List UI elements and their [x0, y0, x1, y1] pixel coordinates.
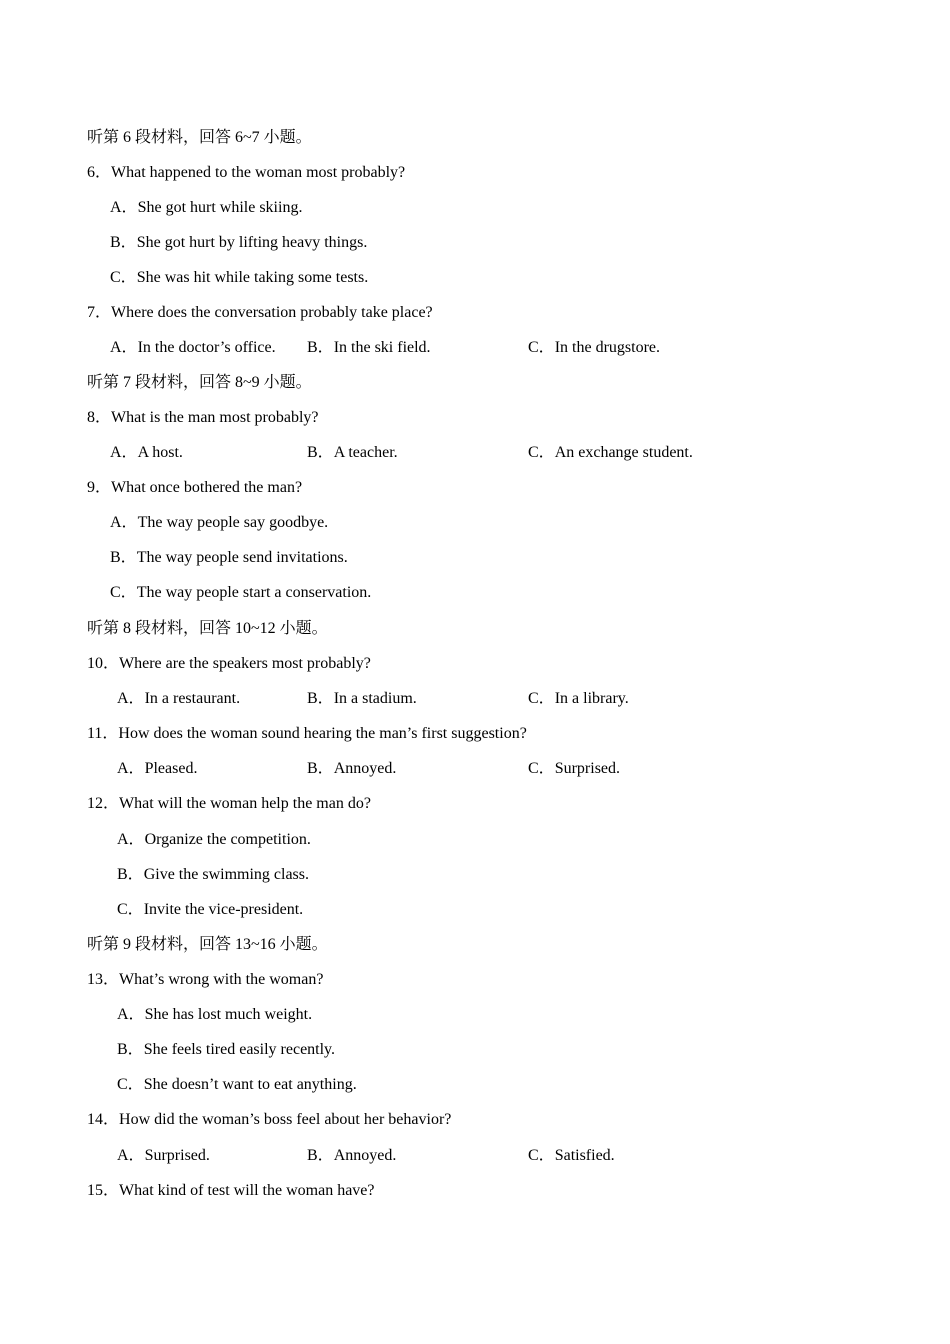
option-a: A．In the doctor’s office.: [110, 339, 276, 356]
option-c: C．In a library.: [528, 690, 629, 707]
option-b: B．She got hurt by lifting heavy things.: [110, 234, 368, 251]
question-text: What happened to the woman most probably?: [111, 164, 406, 181]
question-10: [87, 654, 371, 674]
option-c: C．Surprised.: [528, 760, 621, 777]
option-c: C．Satisfied.: [528, 1147, 615, 1164]
option-b: B．In the ski field.: [307, 339, 431, 356]
option-a: A．Organize the competition.: [117, 831, 311, 848]
question-number: 7．: [87, 304, 112, 321]
option-a: A．She got hurt while skiing.: [110, 199, 303, 216]
question-number: 8．: [87, 409, 112, 426]
option-a: A．The way people say goodbye.: [110, 514, 329, 531]
question-8: [87, 408, 319, 428]
question-text: What’s wrong with the woman?: [119, 971, 324, 988]
question-text: What kind of test will the woman have?: [119, 1182, 375, 1199]
question-text: What once bothered the man?: [111, 479, 303, 496]
option-b: B．Annoyed.: [307, 760, 397, 777]
question-number: 12．: [87, 795, 120, 812]
option-a: A．Surprised.: [117, 1147, 210, 1164]
question-text: Where does the conversation probably take place?: [111, 304, 433, 321]
section-header: 听第 9 段材料，回答 13~16 小题。: [87, 936, 328, 953]
section-header: 听第 8 段材料，回答 10~12 小题。: [87, 620, 328, 637]
question-number: 15．: [87, 1182, 120, 1199]
option-c: C．The way people start a conservation.: [110, 584, 372, 601]
question-7: [87, 303, 433, 323]
option-b: B．A teacher.: [307, 444, 398, 461]
question-9: [87, 478, 302, 498]
section-header: 听第 6 段材料，回答 6~7 小题。: [87, 129, 312, 146]
question-text: How does the woman sound hearing the man’s first suggestion?: [118, 725, 527, 742]
option-b: B．Annoyed.: [307, 1147, 397, 1164]
question-number: 13．: [87, 971, 120, 988]
question-15: [87, 1181, 375, 1201]
question-11: [87, 724, 527, 744]
option-c: C．In the drugstore.: [528, 339, 660, 356]
question-number: 11．: [87, 725, 119, 742]
section-header: 听第 7 段材料，回答 8~9 小题。: [87, 374, 312, 391]
question-12: [87, 794, 371, 814]
option-c: C．She was hit while taking some tests.: [110, 269, 369, 286]
question-6: [87, 163, 405, 183]
question-text: What will the woman help the man do?: [119, 795, 371, 812]
option-b: B．The way people send invitations.: [110, 549, 348, 566]
option-a: A．A host.: [110, 444, 183, 461]
question-number: 9．: [87, 479, 112, 496]
option-b: B．She feels tired easily recently.: [117, 1041, 336, 1058]
question-text: How did the woman’s boss feel about her behavior?: [119, 1111, 452, 1128]
option-a: A．In a restaurant.: [117, 690, 241, 707]
question-number: 14．: [87, 1111, 120, 1128]
option-a: A．She has lost much weight.: [117, 1006, 313, 1023]
option-c: C．She doesn’t want to eat anything.: [117, 1076, 357, 1093]
question-number: 6．: [87, 164, 112, 181]
question-13: [87, 970, 323, 990]
option-c: C．Invite the vice-president.: [117, 901, 304, 918]
option-a: A．Pleased.: [117, 760, 198, 777]
question-text: Where are the speakers most probably?: [119, 655, 371, 672]
option-c: C．An exchange student.: [528, 444, 693, 461]
question-text: What is the man most probably?: [111, 409, 319, 426]
option-b: B．In a stadium.: [307, 690, 417, 707]
option-b: B．Give the swimming class.: [117, 866, 309, 883]
question-number: 10．: [87, 655, 120, 672]
question-14: [87, 1110, 451, 1130]
